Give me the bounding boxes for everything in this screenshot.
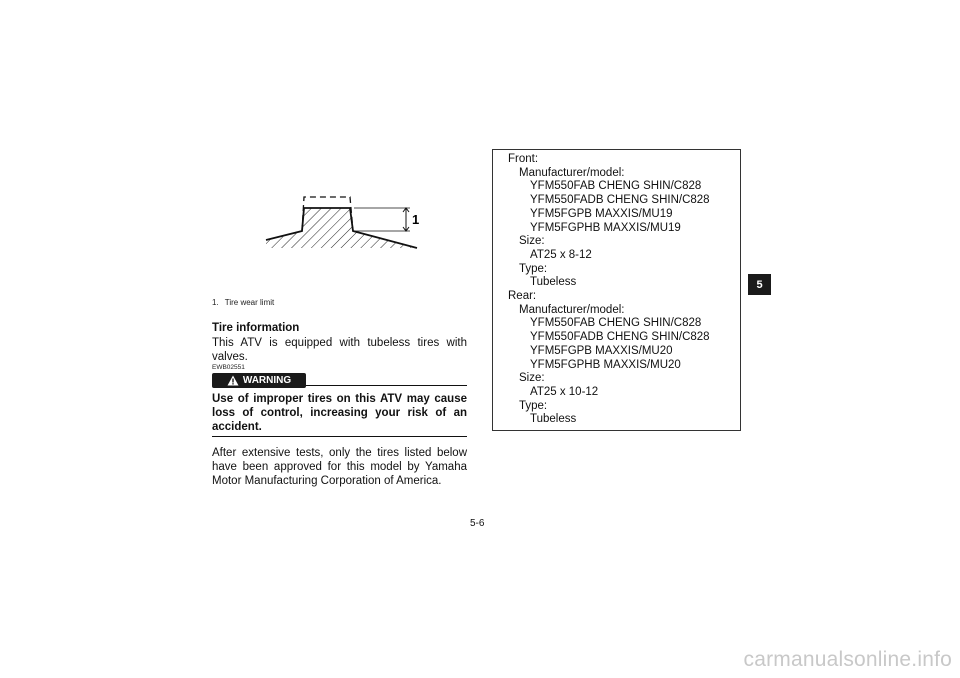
rear-size: AT25 x 10-12 xyxy=(530,385,599,398)
approval-paragraph: After extensive tests, only the tires listed below have been approved for this model by Yamaha Motor Manufacturing Corporation of America. xyxy=(212,447,467,487)
figure-caption xyxy=(212,298,274,307)
caption-number: 1. xyxy=(212,298,219,307)
caption-text: Tire wear limit xyxy=(224,298,275,307)
front-model: YFM550FADB CHENG SHIN/C828 xyxy=(530,194,710,207)
front-size: AT25 x 8-12 xyxy=(530,248,592,261)
rear-type: Tubeless xyxy=(530,413,577,426)
front-label: Front: xyxy=(508,153,539,165)
rear-model: YFM5FGPHB MAXXIS/MU20 xyxy=(530,358,681,371)
front-model: YFM5FGPB MAXXIS/MU19 xyxy=(530,207,673,220)
diagram-callout-1: 1 xyxy=(412,212,420,227)
warning-triangle-icon xyxy=(227,375,239,386)
intro-paragraph: This ATV is equipped with tubeless tires with valves. xyxy=(212,337,467,363)
warning-rule xyxy=(306,385,467,386)
front-type: Tubeless xyxy=(530,276,577,289)
front-type-label: Type: xyxy=(519,262,548,275)
tire-spec-box xyxy=(492,149,741,431)
page-number: 5-6 xyxy=(470,518,485,529)
rear-model: YFM550FADB CHENG SHIN/C828 xyxy=(530,331,710,344)
warning-label: WARNING xyxy=(242,375,292,386)
front-model: YFM550FAB CHENG SHIN/C828 xyxy=(530,180,702,193)
warning-bottom-rule xyxy=(212,436,467,437)
rear-label: Rear: xyxy=(508,290,537,303)
warning-code: EWB02551 xyxy=(212,364,245,371)
rear-model: YFM550FAB CHENG SHIN/C828 xyxy=(530,317,702,330)
warning-badge xyxy=(212,373,306,388)
section-tab: 5 xyxy=(748,274,771,295)
warning-text: Use of improper tires on this ATV may cause loss of control, increasing your risk of an accident. xyxy=(212,393,467,433)
front-size-label: Size: xyxy=(519,235,545,248)
rear-manufacturer-label: Manufacturer/model: xyxy=(519,303,625,316)
rear-model: YFM5FGPB MAXXIS/MU20 xyxy=(530,344,673,357)
section-heading: Tire information xyxy=(212,322,300,334)
tire-wear-diagram xyxy=(262,188,472,260)
front-model: YFM5FGPHB MAXXIS/MU19 xyxy=(530,221,681,234)
watermark: carmanualsonline.info xyxy=(743,648,952,671)
rear-size-label: Size: xyxy=(519,372,545,385)
front-manufacturer-label: Manufacturer/model: xyxy=(519,166,625,179)
rear-type-label: Type: xyxy=(519,399,548,412)
